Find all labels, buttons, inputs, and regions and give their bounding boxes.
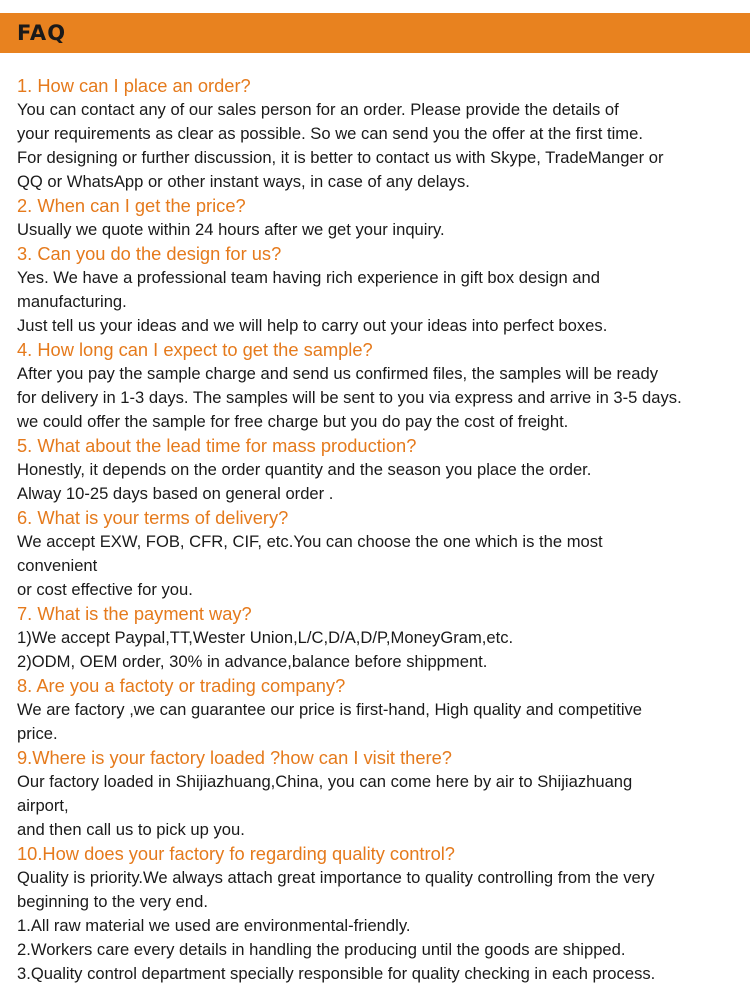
- faq-answer-line: QQ or WhatsApp or other instant ways, in case of any delays.: [17, 172, 470, 191]
- faq-item: [17, 338, 750, 434]
- faq-item: [17, 746, 750, 842]
- faq-answer-line: After you pay the sample charge and send us confirmed files, the samples will be ready: [17, 364, 659, 383]
- faq-question: 9.Where is your factory loaded ?how can I visit there?: [17, 747, 452, 768]
- faq-answer-line: your requirements as clear as possible. So we can send you the offer at the first time.: [17, 124, 643, 143]
- faq-answer-line: 1.All raw material we used are environmental-friendly.: [17, 916, 411, 935]
- faq-answer-line: 1)We accept Paypal,TT,Wester Union,L/C,D/A,D/P,MoneyGram,etc.: [17, 628, 514, 647]
- faq-question: 7. What is the payment way?: [17, 603, 252, 624]
- faq-answer-line: Honestly, it depends on the order quantity and the season you place the order.: [17, 460, 592, 479]
- faq-item: [17, 602, 750, 674]
- faq-question: 1. How can I place an order?: [17, 75, 251, 96]
- faq-question: 3. Can you do the design for us?: [17, 243, 282, 264]
- faq-item: [17, 434, 750, 506]
- faq-item: [17, 506, 750, 602]
- faq-list: [17, 74, 750, 986]
- faq-answer-line: airport,: [17, 796, 69, 815]
- faq-question: 4. How long can I expect to get the sample?: [17, 339, 373, 360]
- faq-answer-line: and then call us to pick up you.: [17, 820, 245, 839]
- faq-answer-line: 2.Workers care every details in handling the producing until the goods are shipped.: [17, 940, 626, 959]
- faq-answer-line: or cost effective for you.: [17, 580, 193, 599]
- faq-item: [17, 842, 750, 986]
- faq-answer-line: Quality is priority.We always attach great importance to quality controlling from the very: [17, 868, 655, 887]
- faq-item: [17, 74, 750, 194]
- faq-answer-line: convenient: [17, 556, 98, 575]
- faq-answer-line: for delivery in 1-3 days. The samples will be sent to you via express and arrive in 3-5 days.: [17, 388, 682, 407]
- faq-answer-line: 3.Quality control department specially responsible for quality checking in each process.: [17, 964, 656, 983]
- faq-item: [17, 194, 750, 242]
- faq-question: 10.How does your factory fo regarding quality control?: [17, 843, 455, 864]
- faq-answer-line: Yes. We have a professional team having rich experience in gift box design and: [17, 268, 600, 287]
- faq-answer-line: we could offer the sample for free charge but you do pay the cost of freight.: [17, 412, 569, 431]
- faq-header-bar: [0, 13, 750, 53]
- faq-question: 8. Are you a factoty or trading company?: [17, 675, 346, 696]
- faq-header-title: FAQ: [17, 21, 67, 45]
- faq-answer-line: Just tell us your ideas and we will help to carry out your ideas into perfect boxes.: [17, 316, 608, 335]
- faq-item: [17, 242, 750, 338]
- faq-answer-line: price.: [17, 724, 58, 743]
- faq-answer-line: We accept EXW, FOB, CFR, CIF, etc.You can choose the one which is the most: [17, 532, 603, 551]
- faq-item: [17, 674, 750, 746]
- faq-answer-line: 2)ODM, OEM order, 30% in advance,balance before shippment.: [17, 652, 488, 671]
- faq-answer-line: Our factory loaded in Shijiazhuang,China, you can come here by air to Shijiazhuang: [17, 772, 633, 791]
- faq-question: 6. What is your terms of delivery?: [17, 507, 289, 528]
- faq-answer-line: You can contact any of our sales person for an order. Please provide the details of: [17, 100, 619, 119]
- faq-question: 5. What about the lead time for mass production?: [17, 435, 417, 456]
- faq-answer-line: We are factory ,we can guarantee our price is first-hand, High quality and competitive: [17, 700, 643, 719]
- faq-answer-line: Usually we quote within 24 hours after we get your inquiry.: [17, 220, 445, 239]
- faq-answer-line: beginning to the very end.: [17, 892, 208, 911]
- faq-answer-line: For designing or further discussion, it is better to contact us with Skype, TradeManger or: [17, 148, 664, 167]
- faq-question: 2. When can I get the price?: [17, 195, 246, 216]
- faq-answer-line: manufacturing.: [17, 292, 127, 311]
- faq-answer-line: Alway 10-25 days based on general order .: [17, 484, 334, 503]
